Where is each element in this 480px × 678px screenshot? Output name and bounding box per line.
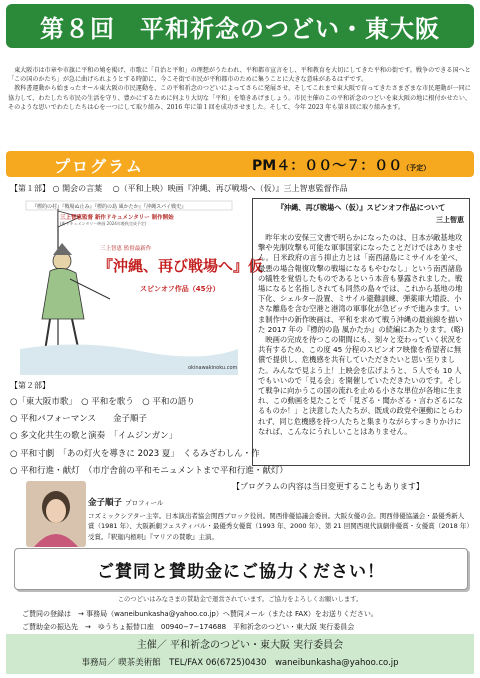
organizer-line-2: 事務局／ 喫茶美術館 TEL/FAX 06(6725)0430 waneibunkasha@yahoo.co.jp <box>81 658 399 668</box>
support-subtext: このつどいはみなさまの賛助金で運営されています。ご協力をよろしくお願いします。 <box>117 596 363 603</box>
film-poster <box>20 199 264 375</box>
profile-name: 金子順子 <box>88 498 123 508</box>
part2-item-1: ○「東大阪市歌」 ○ 平和を歌う ○ 平和の語り <box>10 397 195 407</box>
poster-top-line: 『標的の村』『戦場ぬ止み』『標的の島 風かたか』『沖縄スパイ戦史』 <box>32 204 187 210</box>
part2-item-5: ○ 平和行進・献灯 （市庁舎前の平和モニュメントまで平和行進・献灯） <box>10 465 288 476</box>
organizer-line-1: 主催／ 平和祈念のつどい・東大阪 実行委員会 <box>136 640 344 651</box>
intro-text <box>8 66 472 112</box>
poster-spinoff: スピンオフ作品（45分） <box>140 285 220 293</box>
box-title: 『沖縄、再び戦場へ（仮）』スピンオフ作品について <box>276 203 446 212</box>
part2-label: 【第２部】 <box>10 381 50 390</box>
intro-paragraph-1: 東大阪市は市章や市旗に平和の鳩を掲げ、市歌に「自治と平和」の理想がうたわれ、平和都市宣言をし、平和教育を大切にしてきた平和の街です。戦争のできる国へと「この国のかたち」が急に曲げられようとする時節に、今こそ街で市民が平和都市のために集うことに大きな意味があるはずです。 <box>8 67 471 84</box>
part1-label: 【第１部】 <box>10 184 50 193</box>
poster-director: 三上智恵 監督最新作 <box>100 246 152 252</box>
part2-item-4: ○ 平和寸劇 「あの灯火を導きに 2023 夏」 くるみざわしん・作 <box>10 448 260 459</box>
part2-list <box>10 394 288 480</box>
organizer-footer <box>6 634 474 674</box>
part1-line <box>10 183 348 194</box>
profile-section <box>88 496 470 542</box>
poster-line-1: 三上智恵監督 新作ドキュメンタリー 制作開始 <box>60 215 174 221</box>
program-time-note: （予定） <box>402 164 431 172</box>
box-author: 三上智恵 <box>436 216 464 224</box>
program-time-value: PM４：００～７：００ <box>252 158 403 174</box>
support-heading: ご賛同と賛助金にご協力ください！ <box>97 561 385 582</box>
performer-photo <box>26 481 86 547</box>
register-info: ご賛同の登録は → 事務局（waneibunkasha@yahoo.co.jp）へ賛同メール（または FAX）をお送りください。 <box>22 610 378 618</box>
poster-url: okinawakinoku.com <box>188 365 238 371</box>
part1-opening: ○ 開会の言葉 <box>52 184 103 193</box>
box-body <box>258 233 464 437</box>
program-time <box>252 155 430 175</box>
intro-paragraph-2: 教科書運動から始まったオール東大阪の市民運動を、この平和祈念のつどいによってさらに発展させ、そしてこれまで東大阪で育ってきたさまざまな市民運動が一同に協力して、わたしたち市民の生活を守り、豊かにするために何より大切な「平和」を築きあげましょう。市民主催のこの平和祈念のつどいを東大阪の地に根付かせたい、そのような思いでわたしたちは心を一つにして取り組み、2016 年に第１回を成功させました。そして、今年 2023 年も第８回に取り組みます。 <box>8 85 472 111</box>
profile-heading <box>88 496 470 508</box>
part2-item-2: ○ 平和パフォーマンス 金子順子 <box>10 414 147 425</box>
box-paragraph-2: 映画の完成を待つこの期間にも、刻々と変わっていく状況を共有するため、この度 45 分程のスピンオフ映像を希望者に無償で提供し、危機感を共有していただきたいと思い至りました。みんなで見よう上！上映会を広げようと、５人でも 10 人でもいいので「見る会」を開催していただきたいのです。そして戦争に向かうこの国の流れを止める小さな単位が各地に生まれ、この動画を見たことで「見ざる・聞かざる・言わざるになるものか！」と決意した人たちが、既成の政党や運動にとらわれず、同じ危機感を持つ人たちと集まりながらすっきりかけになれば、こんなにうれしいことはありません。 <box>258 335 463 436</box>
profile-title: プロフィール <box>124 499 164 507</box>
poster-line-2: (新ドキュメンタリー映画 2024年晩秋完成予定) <box>60 221 147 226</box>
part1-film: ○（平和上映）映画『沖縄、再び戦場へ（仮）』三上智恵監督作品 <box>112 184 348 193</box>
program-change-note: 【プログラムの内容は当日変更することもあります】 <box>232 482 424 491</box>
profile-text: コズミックシアター主宰。日本演出者協会関西ブロック役員。関西俳優協議会委員。大阪女優の会。関西俳優協議会・最優秀新人賞（1981 年）、大阪新劇フェスティバル・最優秀女優賞（1993 年、2000 年）、第 21 回関西現代演劇俳優賞・女優賞（2018 年）受賞。『釈迦内柩唄』『マリアの賛歌』主演。 <box>88 512 470 541</box>
page-title: 第８回 平和祈念のつどい・東大阪 <box>40 14 440 43</box>
part2-item-3: ○ 多文化共生の歌と演奏 「イムジンガン」 <box>10 431 178 442</box>
performer-photo-illustration <box>26 481 86 547</box>
box-paragraph-1: 昨年末の安保三文書で明らかになったのは、日本が敵基地攻撃や先制攻撃も可能な軍事国家になったことだけではありません。日米政府の言う抑止力とは「南西諸島にミサイルを並べ、最悪の場合報復攻撃の戦場になるもやむなし」という南西諸島の犠牲を覚悟したものであるという本音も暴露されました。戦場になると名指しされても同然の島々では、これから基地の地下化、シェルター設置、ミサイル避難訓練、弾薬庫大増設、小さな離島を含む空港と港湾の軍事化が急ピッチで進みます。いま制作中の新作映画は、平和を求めて戦う沖縄の最前線を描いた 2017 年の『標的の島 風かたか』の続編にあたります。(略) <box>258 233 464 334</box>
payment-info: ご賛助金の振込先 → ゆうちょ振替口座 00940−7−174688 平和祈念のつどい・東大阪 実行委員会 <box>22 623 355 631</box>
program-label: プログラム <box>54 157 144 176</box>
poster-film-title: 『沖縄、再び戦場へ』仮 <box>98 257 264 275</box>
title-banner <box>6 4 474 48</box>
program-banner <box>6 151 474 177</box>
support-banner <box>14 548 468 590</box>
